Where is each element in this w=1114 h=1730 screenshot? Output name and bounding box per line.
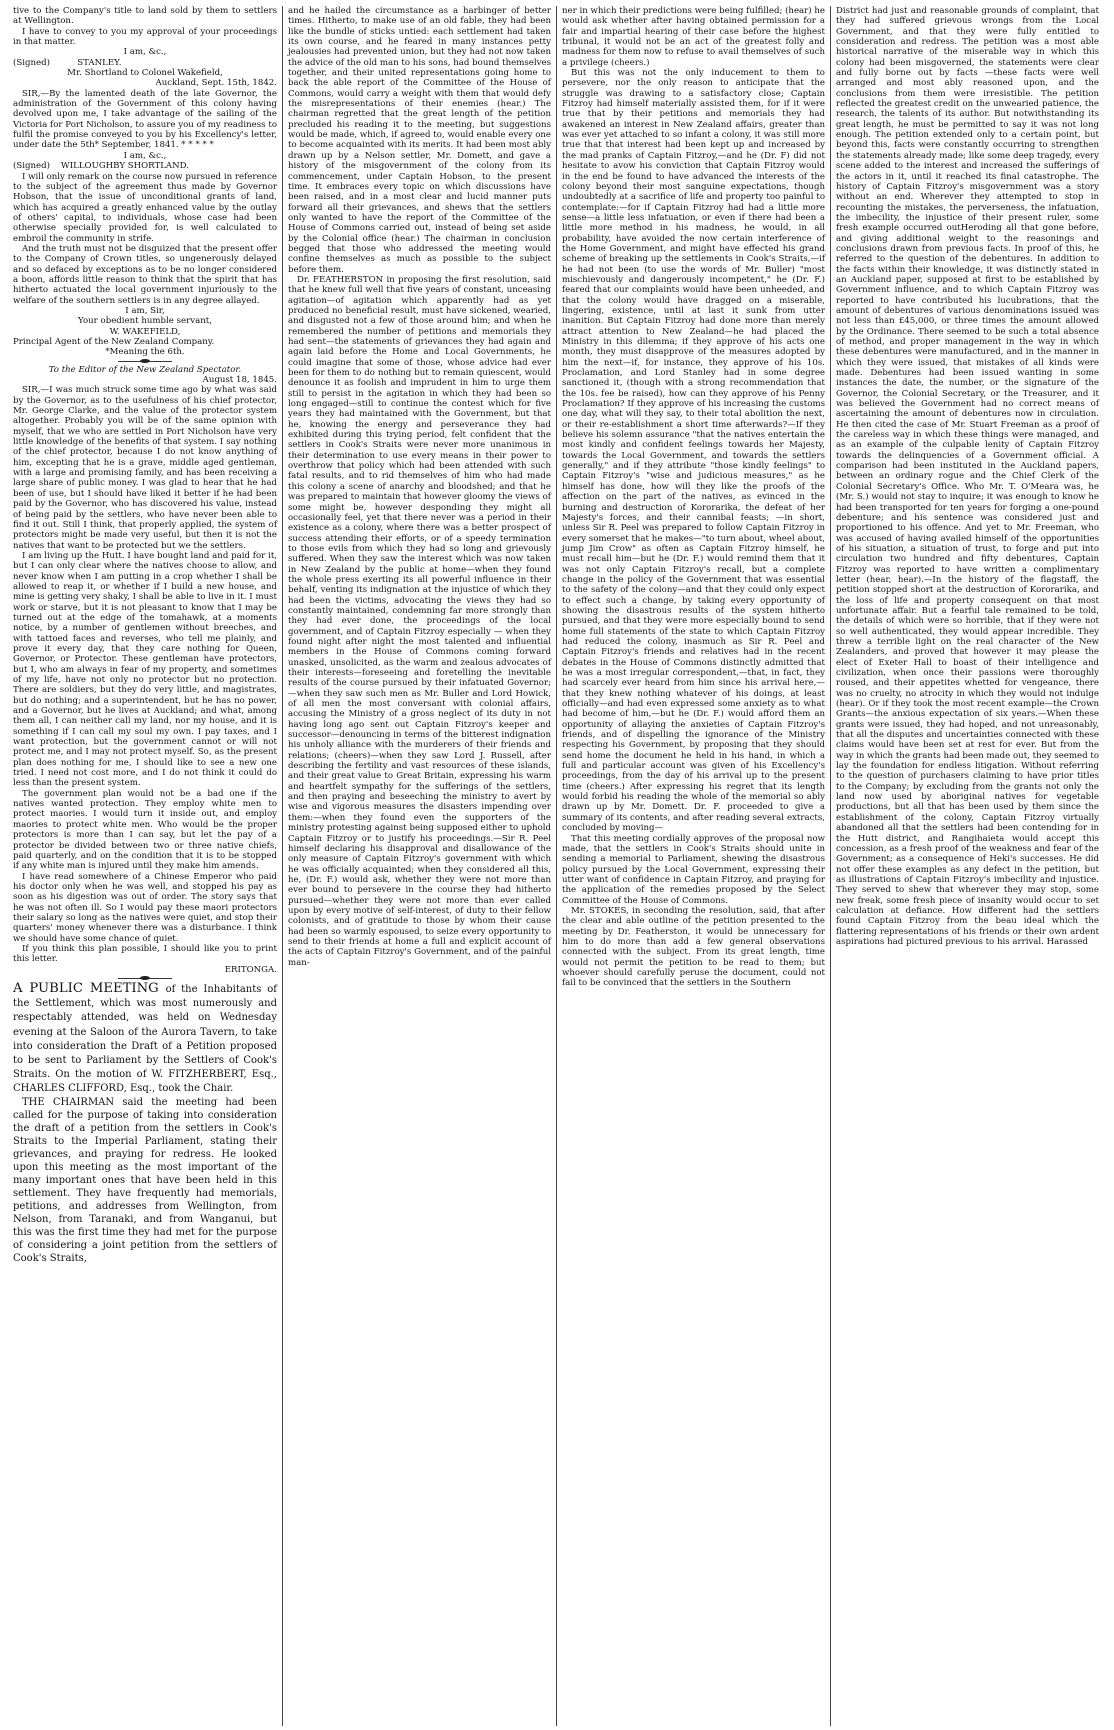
paragraph: SIR,—I was much struck some time ago by what was said by the Governor, as to the usefulness of his chief protector, Mr. George Clarke, and the value of the protector system altogether. Probably you will be of the same opinion with myself, that we who are settled in Port Nicholson have very little knowledge of the benefits of that system. I say nothing of the chief protector, because I do not know anything of him, excepting that he is a grave, middle aged gentleman, with a large and promising family, and has been receiving a large share of public money. I was glad to hear that he had been of use, but I should have liked it better if he had been paid by the Governor, who has discovered his value, instead of being paid by the settlers, who have never been able to find it out. Still I think, that properly applied, the system of protectors might be made very useful, but then it is not the natives that want to be protected but we the settlers. [13,385,277,551]
letter-signature: ERITONGA. [224,964,277,975]
meeting-headline [13,982,277,1096]
paragraph: I am living up the Hutt. I have bought land and paid for it, but I can only clear where the natives choose to allow, and never know when I am putting in a crop whether I shall be allowed to reap it, or whether if I build a new house, and mine is getting very shaky, I shall be able to live in it. I must work or starve, but it is not pleasant to know that I may be turned out at the edge of the tomahawk, at a moments notice, by a number of gentlemen without breeches, and with tattoed faces and reverses, who tell me plainly, and prove it every day, that they care nothing for Queen, Governor, or Protector. These gentleman have protectors, but I, who am always in fear of my property, and sometimes of my life, have not only no protector but no protection. There are soldiers, but they do very little, and magistrates, but do nothing; and a superintendent, but he has no power, and a Governor, but he lives at Auckland; and what, among them all, I can neither call my land, nor my house, and it is something if I can call my soul my own. I pay taxes, and I want protection, but the government cannot or will not protect me, and I may not protect myself. So, as the present plan does nothing for me, I should like to see a new one tried. I need not cost more, and I do not think it could do less than the present system. [13,550,277,789]
signature: (Signed) WILLOUGHBY SHORTLAND. [13,161,189,172]
signature-line: Your obedient humble servant, [78,316,212,327]
column-4 [830,6,1104,1726]
paragraph: I have to convey to you my approval of your proceedings in that matter. [13,26,277,48]
paragraph: I will only remark on the course now pursued in reference to the subject of the agreement thus made by Governor Hobson, that the issue of unconditional grants of land, which has acquired a greatly enhanced value by the outlay of others' capital, to individuals, whose case had been otherwise specially provided for, is well calculated to embroil the community in strife. [13,171,277,244]
resolution: That this meeting cordially approves of the proposal now made, that the settlers in Cook's Straits should unite in sending a memorial to Parliament, shewing the disastrous policy pursued by the Local Government, expressing their utter want of confidence in Captain Fitzroy, and praying for the application of the remedies proposed by the Select Committee of the House of Commons. [562,833,825,906]
paragraph: But this was not the only inducement to them to persevere, nor the only reason to anticipate that the struggle was drawing to a satisfactory close; Captain Fitzroy had himself materially assisted them, for if it were true that by their petitions and memorials they had awakened an interest in New Zealand affairs, greater than was ever yet attached to so infant a colony, it was still more true that that interest had been kept up and increased by the mad pranks of Captain Fitzroy,—and he (Dr. F) did not hesitate to avow his conviction that Captain Fitzroy would in the end be found to have advanced the interests of the colony beyond their most sanguine expectations, though undoubtedly at a sacrifice of life and property too painful to contemplate:—for if Captain Fitzroy had had a little more sense—a little less infatuation, or even if there had been a little more method in his madness, he would, in all probability, have avoided the now certain interference of the Home Government, and might have effected his grand scheme of breaking up the settlements in Cook's Straits,—if he had not been (to use the words of Mr. Buller) "most mischievously and dangerously incompetent," he (Dr. F.) feared that our complaints would have been unheeded, and that the colony would have dragged on a miserable, lingering, existence, until at last it sunk from utter inanition. But Captain Fitzroy had done more than merely attract attention to New Zealand—he had placed the Ministry in this dilemma; if they approve of his acts one month, they must disapprove of the measures adopted by him the next—if, for instance, they approve of his 10s. Proclamation, and Lord Stanley had in some degree sanctioned it, (though with a strong recommendation that the 10s. fee be raised), how can they approve of his Penny Proclamation? If they approve of his increasing the customs one day, what will they say, to their total abolition the next, or their re-establishment a short time afterwards?—If they believe his solemn assurance "that the natives entertain the most kindly and confident feelings towards her Majesty, towards the Local Government, and towards the settlers generally," and if they attribute "those kindly feelings" to Captain Fitzroy's "wise and judicious measures," as he himself has done, how will they like the proofs of the affection on the part of the natives, as evinced in the burning and destruction of Kororarika, the defeat of her Majesty's forces, and their cannibal feasts; —in short, unless Sir R. Peel was prepared to follow Captain Fitzroy in every somerset that he makes—"to turn about, wheel about, jump Jim Crow" as often as Captain Fitzroy himself, he must recall him—but he (Dr. F.) would remind them that it was not only Captain Fitzroy's recall, but a complete change in the policy of the Government that was essential to the safety of the colony—and that they could only expect to effect such a change, by taking every opportunity of showing the disastrous results of the system hitherto pursued, and that they were more especially bound to send home full statements of the state to which Captain Fitzroy had reduced the colony, inasmuch as Sir R. Peel and Captain Fitzroy's friends and relatives had in the recent debates in the House of Commons distinctly admitted that he was a most irregular correspondent,—that, in fact, they had scarcely ever heard from him since his arrival here,—that they knew nothing whatever of his doings, at least officially—and had even expressed some anxiety as to what had become of him,—but he (Dr. F.) would afford them an opportunity of allaying the anxieties of Captain Fitzroy's friends, and of dispelling the ignorance of the Ministry respecting his Government, by proposing that they should send home the document he held in his hand, in which a full and particular account was given of his Excellency's proceedings, from the day of his arrival up to the present time (cheers.) After expressing his regret that its length would forbid his reading the whole of the memorial so ably drawn up by Mr. Domett. Dr. F. proceeded to give a summary of its contents, and after reading several extracts, concluded by moving— [562,68,825,834]
section-heading: To the Editor of the New Zealand Spectator. [48,364,242,375]
letter-place: Auckland, Sept. 15th, 1842. [155,78,277,89]
paragraph: and he hailed the circumstance as a harbinger of better times. Hitherto, to make use of an old fable, they had been like the bundle of sticks untied: each settlement had taken its own course, and he feared in many instances petty jealousies had prevented union, but they had not now taken the advice of the old man to his sons, had bound themselves together, and their united representations going home to back the able report of the Committee of the House of Commons, would carry a weight with them that would defy the misrepresentations of their enemies (hear.) The chairman regretted that the great length of the petition precluded his reading it to the meeting, but suggestions would be made, which, if agreed to, would enable every one to become acquainted with its merits. It had been most ably drawn up by a Nelson settler, Mr. Domett, and gave a history of the misgovernment of the colony from its commencement, under Captain Hobson, to the present time. It embraces every topic on which discussions have been raised, and in a most clear and lucid manner puts forward all their grievances, and shews that the settlers only wanted to have the report of the Committee of the House of Commons carried out, instead of being set aside by the Colonial office (hear.) The chairman in conclusion begged that those who addressed the meeting would confine themselves as much as possible to the subject before them. [288,6,551,275]
paragraph: ner in which their predictions were being fulfilled; (hear) he would ask whether after having obtained permission for a fair and impartial hearing of their case before the highest tribunal, it would not be an act of the greatest folly and madness for them now to refuse to avail themselves of such a privilege (cheers.) [562,6,825,68]
signature-line: W. WAKEFIELD, [109,326,181,337]
paragraph: If you think this plan possible, I should like you to print this letter. [13,943,277,965]
signature: (Signed) STANLEY. [13,57,122,68]
column-3 [556,6,830,1726]
footnote: *Meaning the 6th. [105,347,185,358]
section-divider [118,361,172,362]
paragraph: I have read somewhere of a Chinese Emperor who paid his doctor only when he was well, and stopped his pay as soon as his digestion was out of order. The story says that he was not often ill. So I would pay these maori protectors their salary so long as the natives were quiet, and stop their quarters' money whenever there was a disturbance. I think we should have some chance of quiet. [13,871,277,944]
column-1 [8,6,282,1726]
paragraph: Mr. STOKES, in seconding the resolution, said, that after the clear and able outline of the petition presented to the meeting by Dr. Featherston, it would be unnecessary for him to do more than add a few general observations connected with the subject. From its great length, time would not permit the petition to be read to them; but whoever should carefully peruse the document, could not fail to be convinced that the settlers in the Southern [562,905,825,989]
paragraph: tive to the Company's title to land sold by them to settlers at Wellington. [13,6,277,27]
column-2 [282,6,556,1726]
dateline: August 18, 1845. [202,375,277,386]
signature-line: I am, Sir, [125,305,165,316]
signature-line: Principal Agent of the New Zealand Company. [13,337,215,347]
closing: I am, &c., [123,47,167,58]
paragraph: The government plan would not be a bad one if the natives wanted protection. They employ white men to protect maories. I would turn it inside out, and employ maories to protect white men. Who would be the proper protectors is more than I can say, but let the pay of a protector be divided between two or three native chiefs, paid quarterly, and on the condition that it is to be stopped if any white man is injured until they make him amends. [13,788,277,872]
section-divider [118,978,172,979]
paragraph: District had just and reasonable grounds of complaint, that they had suffered grievous wrongs from the Local Government, and that they were fully entitled to consideration and redress. The petition was a most able historical narrative of the miserable way in which this colony had been misgoverned, the statements were clear and fully borne out by facts —these facts were well arranged and most ably reasoned upon, and the conclusions from them were irresistible. The petition reflected the greatest credit on the unwearied patience, the research, the talents of its author. But notwithstanding its great length, he must be permitted to say it was not long enough. The petition extended only to a certain point, but beyond this, facts were constantly occurring to strengthen the statements already made; like some deep tragedy, every scene added to the interest and increased the sufferings of the actors in it, until it reached its final catastrophe. The history of Captain Fitzroy's misgovernment was a story without an end. Wherever they attempted to stop in recounting the mistakes, the perverseness, the infatuation, the imbecility, the injustice of their present ruler, some fresh example occurred outHeroding all that gone before, and giving additional weight to the reasonings and conclusions drawn from previous facts. In proof of this, he referred to the question of the debentures. In addition to the facts within their knowledge, it was distinctly stated in an Auckland paper, supposed at first to be established by Government influence, and to which Captain Fitzroy was reported to have contributed his lucubrations, that the amount of debentures of various denominations issued was not less than £45,000, or three times the amount allowed by the Ordinance. There seemed to be such a total absence of method, and proper management in the way in which these debentures were manufactured, and in the manner in which they were issued, that mistakes of all kinds were made. Debentures had been issued wanting in some instances the date, the number, or the signature of the Governor, the Colonial Secretary, or the Treasurer, and it was believed the Government had no correct means of ascertaining the amount of debentures now in circulation. He then cited the case of Mr. Stuart Freeman as a proof of the careless way in which these things were managed, and as an example of the culpable lenity of Captain Fitzroy towards the delinquencies of a Government official. A comparison had been instituted in the Auckland papers, between an ordinary rogue and the Chief Clerk of the Colonial Secretary's Office. Who Mr. T. O'Meara was, he (Mr. S.) would not stay to inquire; it was enough to know he had been transported for ten years for forging a one-pound debenture; and his sentence was considered just and proportioned to his offence. And yet to Mr. Freeman, who was accused of having availed himself of the opportunities of his situation, a situation of trust, to forge and put into circulation two hundred and fifty debentures, Captain Fitzroy was reported to have written a complimentary letter (hear, hear).—In the history of the flagstaff, the petition stopped short at the destruction of Kororarika, and the loss of life and property consequent on that most unfortunate affair. But a fearful tale remained to be told, the details of which were so horrible, that if they were not so well authenticated, they would appear incredible. They threw a terrible light on the real character of the New Zealanders, and proved that however it may please the elect of Exeter Hall to boast of their intelligence and civilization, when once their passions were thoroughly roused, and their appetites whetted for vengeance, there was no cruelty, no atrocity in which they would not indulge (hear). Or if they took the most recent example—the Crown Grants—the anxious expectation of six years.—When these grants were issued, they had hoped, and not unreasonably, that all the disputes and uncertainties connected with these claims would have been set at rest for ever. But from the way in which the grants had been made out, they seemed to lay the foundation for endless litigation. Without referring to the question of purchasers claiming to have prior titles to the Company; by excluding from the grants not only the land now used by aboriginal natives for vegetable productions, but all that has been used by them since the establishment of the colony, Captain Fitzroy virtually abandoned all that the settlers had been contending for in the Hutt district, and Rangihaieta would accept this concession, as a fresh proof of the weakness and fear of the Government; as a consequence of Heki's successes. He did not offer these examples as any defect in the petition, but as illustrations of Captain Fitzroy's imbecility and injustice. They served to shew that wherever they may stop, some new freak, some fresh piece of insanity would occur to set calculation at defiance. How different had the settlers found Captain Fitzroy from the beau ideal which the flattering representations of his friends or their own ardent aspirations had pictured previous to his arrival. Harassed [836,6,1099,947]
closing: I am, &c., [123,150,167,161]
letter-heading: Mr. Shortland to Colonel Wakefield, [67,68,223,79]
columns [8,6,1106,1726]
paragraph: THE CHAIRMAN said the meeting had been called for the purpose of taking into consideration the draft of a petition from the settlers in Cook's Straits to the Imperial Parliament, stating their grievances, and praying for redress. He looked upon this meeting as the most important of the many important ones that have been held in this settlement. They have frequently had memorials, petitions, and addresses from Wellington, from Nelson, from Taranaki, and from Wanganui, but this was the first time they had met for the purpose of considering a joint petition from the settlers of Cook's Straits, [13,1096,277,1264]
paragraph: SIR,—By the lamented death of the late Governor, the administration of the Government of this colony having devolved upon me, I take advantage of the sailing of the Victoria for Port Nicholson, to assure you of my readiness to fulfil the promise conveyed to you by his Excellency's letter, under date the 5th* September, 1841. * * * * * [13,88,277,151]
paragraph: And the truth must not be disguized that the present offer to the Company of Crown titles, so ungenerously delayed and so defaced by exceptions as to be no longer considered a boon, affords little reason to think that the spirit that has hitherto actuated the local government injuriously to the welfare of the southern settlers is in any degree allayed. [13,243,277,306]
paragraph: Dr. FEATHERSTON in proposing the first resolution, said that he knew full well that five years of constant, unceasing agitation—of agitation which apparently had as yet produced no beneficial result, must have sickened, wearied, and disgusted not a few of those around him; and when he remembered the number of petitions and memorials they had sent—the statements of grievances they had again and again laid before the Home and Local Governments, he could imagine that some of those, whose advice had ever been for them to do nothing but to remain quiescent, would denounce it as foolish and imprudent in him to urge them still to persist in the agitation in which they had been so long engaged—still to continue the contest which for five years they had maintained with the Government, but that he, knowing the energy and perseverance they had exhibited during this trying period, felt confident that the settlers in Cook's Straits were never more unanimous in their determination to use every means in their power to overthrow that policy which had been attended with such fatal results, and to rid themselves of him who had made this colony a scene of anarchy and bloodshed; and that he was prepared to maintain that however gloomy the views of some might be, however desponding they might all occasionally feel, yet that there never was a period in their existence as a colony, where there was a better prospect of success attending their efforts, or of a speedy termination to those evils from which they had so long and grievously suffered. When they saw the interest which was now taken in New Zealand by the public at home—when they found the whole press exerting its all powerful influence in their behalf, venting its indignation at the injustice of which they had been the victims, advocating the views they had so constantly maintained, condemning far more strongly than they had ever done, the proceedings of the local government, and of Captain Fitzroy especially — when they found night after night the most talented and influential members in the House of Commons coming forward unasked, unsolicited, as the warm and zealous advocates of their interests—foreseeing and foretelling the inevitable results of the course pursued by their infatuated Governor;—when they saw such men as Mr. Buller and Lord Howick, of all men the most conversant with colonial affairs, accusing the Ministry of a gross neglect of its duty in not having long ago sent out Captain Fitzroy's keeper and successor—denouncing in terms of the bitterest indignation his unholy alliance with the murderers of their friends and relations; (cheers)—when they saw Lord J. Russell, after describing the fertility and vast resources of these islands, and their great value to Great Britain, expressing his warm and heartfelt sympathy for the sufferings of the settlers, and then praying and beseeching the ministry to avert by wise and vigorous measures the disasters impending over them:—when they found even the supporters of the ministry protesting against being supposed either to uphold Captain Fitzroy or to justify his proceedings.—Sir R. Peel himself declaring his disapproval and disallowance of the only measure of Captain Fitzroy's government with which he was officially acquainted; when they considered all this, he, (Dr. F.) would ask, whether they were not more than ever bound to persevere in the course they had hitherto pursued—whether they were not more than ever called upon by every motive of self-interest, of duty to their fellow colonists, and of gratitude to those by whom their cause had been so warmly espoused, to seize every opportunity to send to their friends at home a full and explicit account of the acts of Captain Fitzroy's Government, and of the painful man- [288,274,551,968]
meeting-intro: of the Inhabitants of the Settlement, which was most numerously and respectably attended, was held on Wednesday evening at the Saloon of the Aurora Tavern, to take into consideration the Draft of a Petition proposed to be sent to Parliament by the Settlers of Cook's Straits. On the motion of W. FITZHERBERT, Esq., CHARLES CLIFFORD, Esq., took the Chair. [13,983,277,1095]
meeting-title: A PUBLIC MEETING [13,980,159,996]
